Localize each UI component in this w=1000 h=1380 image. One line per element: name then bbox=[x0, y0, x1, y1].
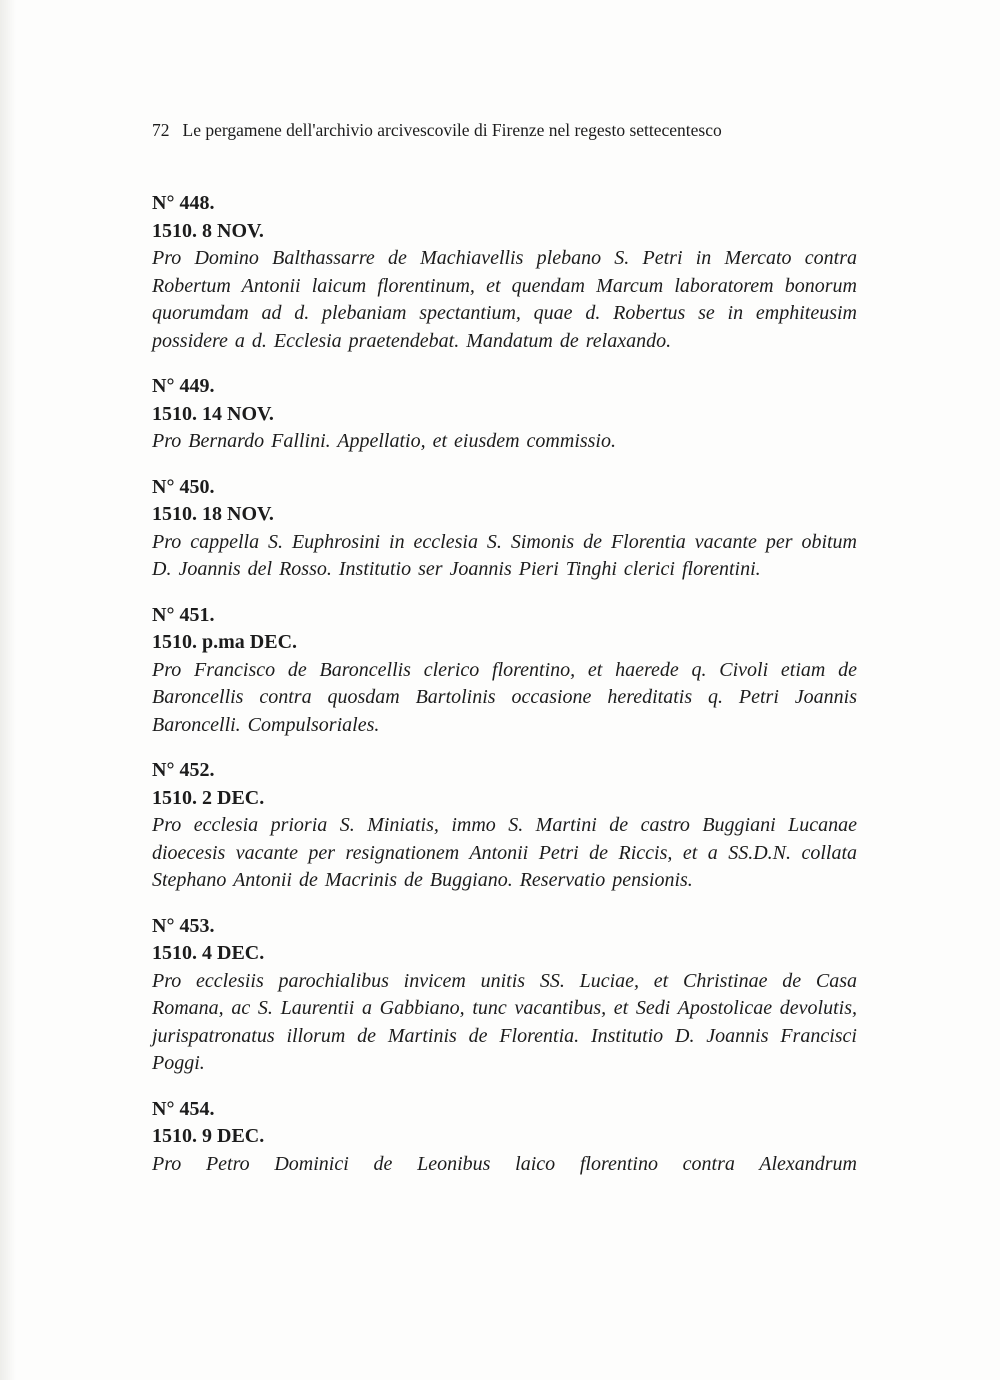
entry-number: N° 453. bbox=[152, 914, 215, 937]
entry-date: 1510. 4 DEC. bbox=[152, 942, 265, 964]
entry bbox=[152, 373, 857, 456]
entry-body: Pro Domino Balthassarre de Machiavellis plebano S. Petri in Mercato contra Robertum Antonii laicum florentinum, et quendam Marcum laboratorem bonorum quorumdam ad d. plebaniam spectantium, quae d. Robertus se in emphiteusim possidere a d. Ecclesia praetendebat. Mandatum de relaxando. bbox=[152, 247, 857, 352]
entry-date: 1510. 2 DEC. bbox=[152, 786, 265, 809]
page-header bbox=[152, 120, 857, 140]
entry-number: N° 448. bbox=[152, 192, 215, 214]
entry-body: Pro ecclesiis parochialibus invicem unitis SS. Luciae, et Christinae de Casa Romana, ac S. Laurentii a Gabbiano, tunc vacantibus, et Sedi Apostolicae devolutis, jurispatronatus illorum de Martinis de Florentia. Institutio D. Joannis Francisci Poggi. bbox=[152, 969, 857, 1074]
entry bbox=[152, 474, 857, 584]
entry bbox=[152, 913, 857, 1078]
entry-body: Pro Bernardo Fallini. Appellatio, et eiusdem commissio. bbox=[152, 430, 616, 452]
entry-number: N° 451. bbox=[152, 603, 215, 626]
entry-date: 1510. 9 DEC. bbox=[152, 1125, 265, 1147]
page-title: Le pergamene dell'archivio arcivescovile di Firenze nel regesto settecentesco bbox=[182, 120, 722, 140]
entry bbox=[152, 602, 857, 740]
entry-body: Pro Petro Dominici de Leonibus laico florentino contra Alexandrum bbox=[152, 1152, 857, 1175]
entry-body: Pro ecclesia prioria S. Miniatis, immo S. Martini de castro Buggiani Lucanae dioecesis vacante per resignationem Antonii Petri de Riccis, et a SS.D.N. collata Stephano Antonii de Macrinis de Buggiano. Reservatio pensionis. bbox=[152, 814, 857, 891]
entry-date: 1510. p.ma DEC. bbox=[152, 631, 298, 653]
page-number: 72 bbox=[152, 120, 170, 140]
entry bbox=[152, 190, 857, 355]
entry-number: N° 449. bbox=[152, 375, 215, 397]
entry-body: Pro cappella S. Euphrosini in ecclesia S. Simonis de Florentia vacante per obitum D. Joannis del Rosso. Institutio ser Joannis Pieri Tinghi clerici florentini. bbox=[152, 530, 857, 580]
entry-number: N° 450. bbox=[152, 475, 215, 498]
entry-date: 1510. 8 NOV. bbox=[152, 219, 264, 242]
entry-date: 1510. 14 NOV. bbox=[152, 402, 274, 425]
entry-body: Pro Francisco de Baroncellis clerico florentino, et haerede q. Civoli etiam de Baroncellis contra quosdam Bartolinis occasione hereditatis q. Petri Joannis Baroncelli. Compulsoriales. bbox=[152, 658, 857, 736]
entry-number: N° 452. bbox=[152, 759, 215, 781]
entry bbox=[152, 1096, 857, 1179]
entry-date: 1510. 18 NOV. bbox=[152, 503, 274, 525]
entry-number: N° 454. bbox=[152, 1097, 215, 1120]
entry bbox=[152, 757, 857, 895]
